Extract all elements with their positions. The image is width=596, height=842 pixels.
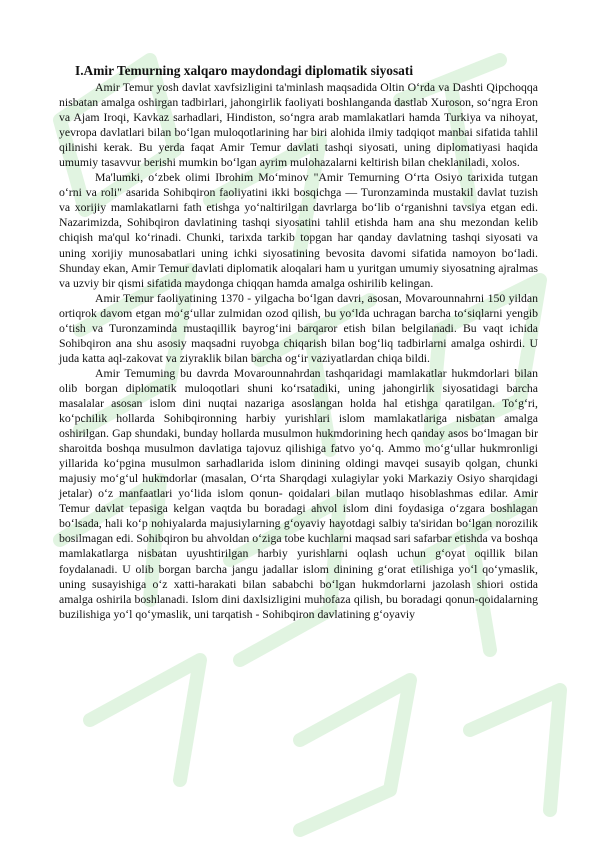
document-page [59, 62, 538, 622]
paragraph-4: Amir Temuming bu davrda Movarounnahrdan tashqaridagi mamlakatlar hukmdorlari bilan olib borgan diplomatik muloqotlari shuni ko‘rsatadiki, uning jahongirlik siyosatidagi barcha masalalar asosan islom dini nuqtai nazariga asoslangan holda hal etishga qaratilgan. To‘g‘ri, ko‘pchilik hollarda Sohibqironning harbiy yurishlari islom mamlakatlariga nisbatan amalga oshirilgan. Gap shundaki, bunday hollarda musulmon hukmdorining hech qanday asos bo‘lmagan bir sharoitda boshqa musulmon davlatiga tajovuz qilishiga fatvo yo‘q. Ammo mo‘g‘ullar hukmronligi yillarida ko‘pgina musulmon sarhadlarida islom dinining oldingi mavqei susayib qolgan, chunki majusiy mo‘g‘ul hukmdorlar (masalan, O‘rta Sharqdagi xulagiylar yoki Markaziy Osiyo sharqidagi jetalar) o‘z manfaatlari yo‘lida islom qonun- qoidalari bilan mutlaqo hisoblashmas edilar. Amir Temur davlat tepasiga kelgan vaqtda bu boradagi ahvol islom dini foydasiga o‘zgara boshlagan bo‘lsada, hali ko‘p nohiyalarda majusiylarning g‘oyaviy hayotdagi salbiy ta'siridan bo‘lgan norozilik bosilmagan edi. Sohibqiron bu ahvoldan o‘ziga tobe kuchlarni maqsad sari safarbar etishda va boshqa mamlakatlarga nisbatan uyushtirilgan harbiy yurishlarni oqlash uchun g‘oyat oqillik bilan foydalanadi. U olib borgan barcha jangu jadallar islom dinining g‘orat etilishiga yo‘l qo‘ymaslik, uning susayishiga o‘z xatti-harakati bilan sababchi bo‘lgan hukmdorlarni jazolash shiori ostida amalga oshirila boshlanadi. Islom dini daxlsizligini muhofaza qilish, bu boradagi qonun-qoidalarning buzilishiga yo‘l qo‘ymaslik, uni tarqatish - Sohibqiron davlatining g‘oyaviy [59, 366, 539, 621]
paragraph-1: Amir Temur yosh davlat xavfsizligini ta'minlash maqsadida Oltin O‘rda va Dashti Qipchoqqa nisbatan amalga oshirgan tadbirlari, jahongirlik faoliyati boshlanganda dastlab Xuroson, so‘ngra Eron va Ajam Iroqi, Kavkaz sarhadlari, Hindiston, so‘ngra arab mamlakatlari hamda Turkiya va nihoyat, yevropa davlatlari bilan bo‘lgan muloqotlarining har biri alohida ilmiy tadqiqot manbai sifatida tahlil qilinishi kerak. Bu yerda faqat Amir Temur davlati tashqi siyosati, uning diplomatiyasi haqida umumiy tasavvur berishi mumkin bo‘lgan ayrim mulohazalarni keltirish bilan cheklaniladi, xolos. [59, 81, 538, 170]
watermark-shape [300, 680, 410, 830]
watermark-shape [470, 690, 560, 810]
paragraph-3: Amir Temur faoliyatining 1370 - yilgacha bo‘lgan davri, asosan, Movarounnahrni 150 yildan ortiqrok davom etgan mo‘g‘ullar zulmidan ozod qilish, bu yo‘lda uchragan barcha to‘siqlarni yengib o‘tish va Turonzaminda mustaqillik bayrog‘ini barqaror etish bilan belgilanadi. Bu vaqt ichida Sohibqiron ana shu asosiy maqsadni ruyobga chiqarish bilan bog‘liq tadbirlarni amalga oshirdi. U juda katta aql-zakovat va ziyraklik bilan barcha og‘ir vaziyatlardan chiqa bildi. [59, 291, 538, 365]
watermark-shape [90, 660, 200, 780]
document-title: I.Amir Temurning xalqaro maydondagi diplomatik siyosati [75, 63, 414, 78]
paragraph-2: Ma'lumki, o‘zbek olimi Ibrohim Mo‘minov "Amir Temurning O‘rta Osiyo tarixida tutgan o‘rni va roli" asarida Sohibqiron faoliyatini ikki bosqichga — Turonzaminda mustakil davlat tuzish va xorijiy mamlakatlarni fath etishga yo‘naltirilgan davrlarga bo‘lib o‘rganishni tavsiya etgan edi. Nazarimizda, Sohibqiron davlatining tashqi siyosatini tahlil etishda ham ana shu mezondan kelib chiqish ma'qul ko‘rinadi. Chunki, tarixda tarkib topgan har qanday davlatning tashqi siyosati va uning xorijiy munosabatlari uning ichki siyosatining bevosita davomi sifatida namoyon bo‘ladi. Shunday ekan, Amir Temur davlati diplomatik aloqalari ham u yuritgan umumiy siyosatning ajralmas va uzviy bir qismi sifatida maydonga chiqqan hamda amalga oshirilib kelingan. [59, 171, 538, 290]
